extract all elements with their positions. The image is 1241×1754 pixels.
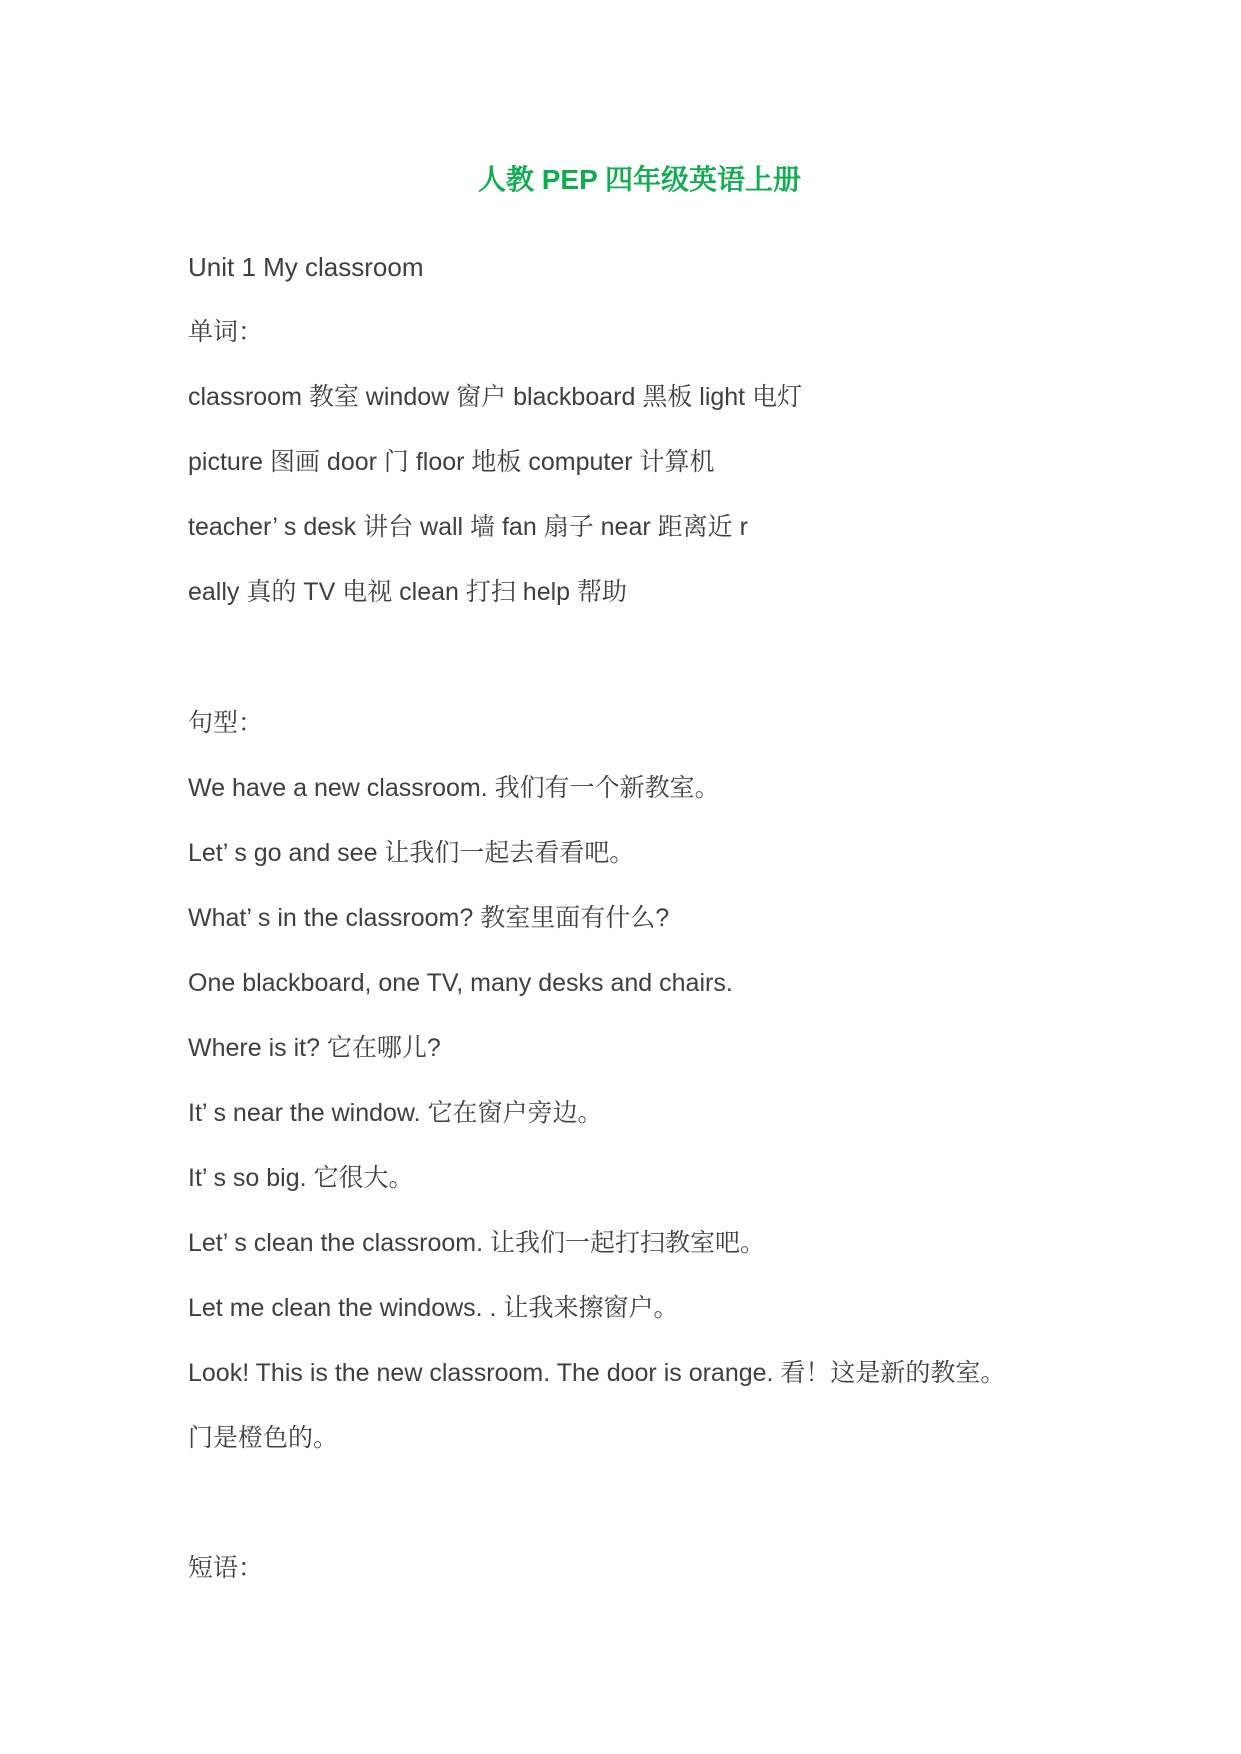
phrases-section-label: 短语：: [188, 1554, 264, 1582]
word-line: eally 真的 TV 电视 clean 打扫 help 帮助: [188, 578, 628, 606]
word-line: picture 图画 door 门 floor 地板 computer 计算机: [188, 448, 715, 476]
page-title: 人教 PEP 四年级英语上册: [477, 164, 802, 195]
sentence-line: Look! This is the new classroom. The door is orange. 看！这是新的教室。: [188, 1359, 1006, 1387]
sentence-line: What’ s in the classroom? 教室里面有什么?: [188, 904, 670, 932]
sentence-line: It’ s so big. 它很大。: [188, 1164, 414, 1192]
sentence-line: One blackboard, one TV, many desks and chairs.: [188, 969, 733, 997]
spacer-after-title: [188, 212, 1091, 235]
sentence-line: Where is it? 它在哪儿?: [188, 1034, 441, 1062]
words-section-label: 单词：: [188, 318, 264, 346]
spacer-between-sections: [188, 625, 1091, 691]
unit-heading: Unit 1 My classroom: [188, 252, 424, 282]
sentence-line: Let me clean the windows. . 让我来擦窗户。: [188, 1294, 679, 1322]
sentence-line: Let’ s go and see 让我们一起去看看吧。: [188, 839, 635, 867]
sentence-line: Let’ s clean the classroom. 让我们一起打扫教室吧。: [188, 1229, 765, 1257]
word-line: classroom 教室 window 窗户 blackboard 黑板 light 电灯: [188, 383, 803, 411]
word-line: teacher’ s desk 讲台 wall 墙 fan 扇子 near 距离近 r: [188, 513, 748, 541]
sentence-line: We have a new classroom. 我们有一个新教室。: [188, 774, 720, 802]
sentence-line: It’ s near the window. 它在窗户旁边。: [188, 1099, 603, 1127]
sentence-line: 门是橙色的。: [188, 1424, 339, 1452]
sentences-section-label: 句型：: [188, 709, 264, 737]
spacer-before-phrases: [188, 1471, 1091, 1536]
